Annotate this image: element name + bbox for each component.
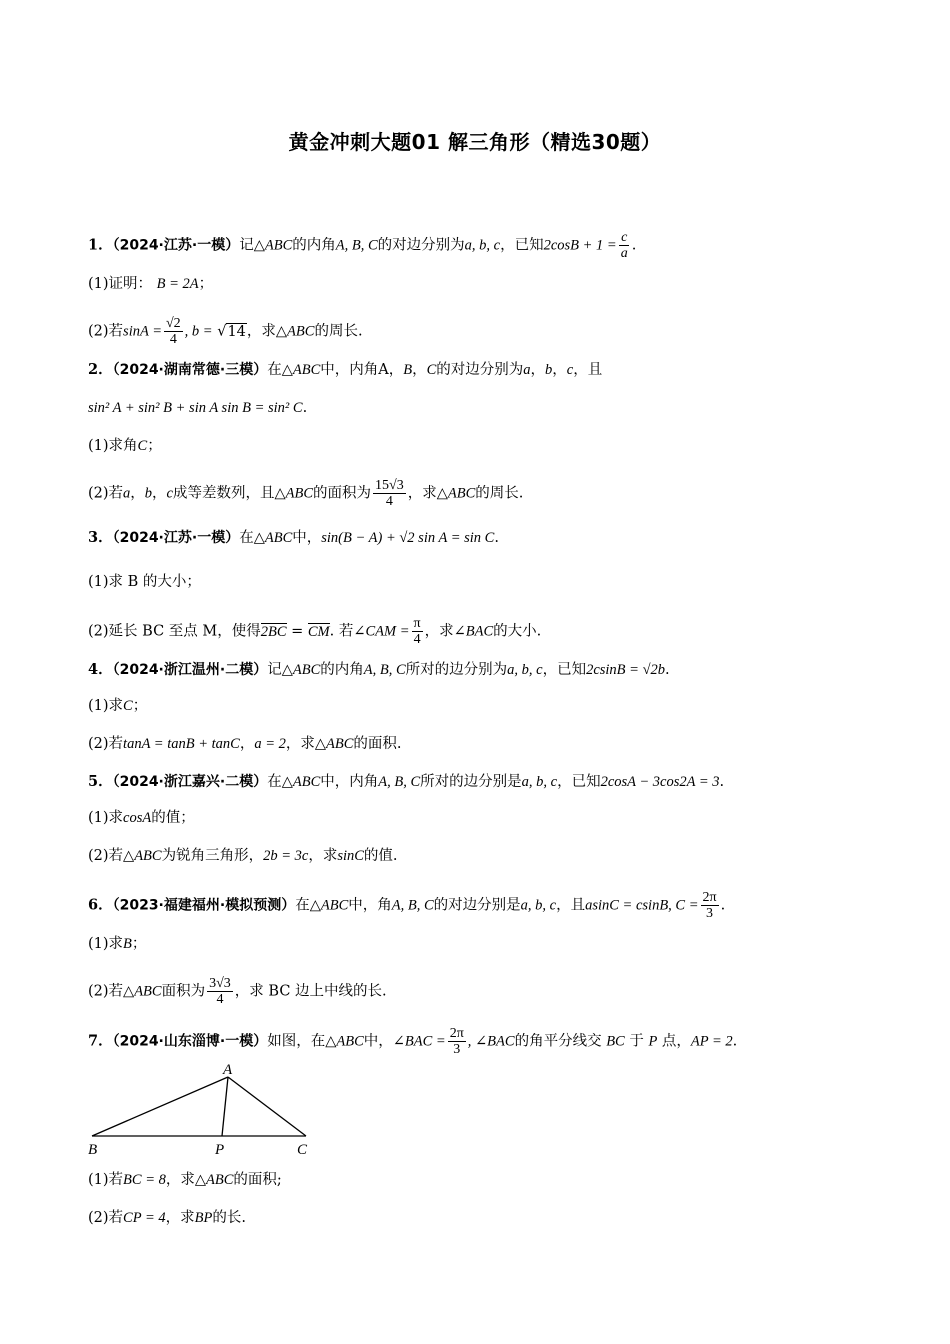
question-2-part-1: (1)求角C； (88, 438, 162, 454)
question-source: （2024·浙江嘉兴·二模） (112, 774, 268, 790)
fraction: $\frac{√2}{4}$ (165, 316, 181, 347)
question-number: 2． (88, 361, 113, 378)
question-2-part-2: (2)若a，b，c成等差数列，且△ABC的面积为 $\frac{15√3}{4}$ ，求△ABC的周长. (88, 478, 524, 509)
fraction: $\frac{3√3}{4}$ (209, 976, 231, 1007)
question-6-part-1: (1)求B； (88, 936, 147, 952)
label-a: A (223, 1062, 233, 1078)
question-5-part-2: (2)若△ABC为锐角三角形，2b = 3c，求sinC的值. (88, 848, 398, 864)
question-6-part-2: (2)若△ABC面积为 $\frac{3√3}{4}$ ，求 BC 边上中线的长. (88, 976, 387, 1007)
question-number: 3． (88, 529, 113, 546)
question-number: 7． (88, 1032, 113, 1050)
label-c: C (297, 1142, 308, 1158)
page-title: 黄金冲刺大题01 解三角形（精选30题） (288, 130, 662, 154)
fraction: $\frac{2\pi}{3}$ (449, 1026, 464, 1057)
question-3-part-1: (1)求 B 的大小； (88, 574, 201, 590)
question-number: 4． (88, 661, 113, 678)
question-4-part-2: (2)若tanA = tanB + tanC，a = 2，求△ABC的面积. (88, 736, 402, 752)
fraction: $\frac{c}{a}$ (620, 230, 628, 261)
triangle-figure (84, 1062, 324, 1162)
math: a, b, c (464, 237, 501, 254)
fraction: $\frac{\pi}{4}$ (413, 616, 421, 647)
question-source: （2024·山东淄博·一模） (112, 1033, 268, 1050)
question-source: （2024·湖南常德·三模） (112, 362, 268, 378)
label-b: B (88, 1142, 98, 1158)
question-1-part-2: (2)若sinA = $\frac{√2}{4}$ , b = √14，求△ABC的周长. (88, 316, 363, 347)
bisector-ap (222, 1077, 228, 1136)
question-7-part-1: (1)若BC = 8，求△ABC的面积; (88, 1172, 282, 1188)
math: 2cosB + 1 = (543, 237, 617, 254)
question-4-part-1: (1)求C； (88, 698, 148, 714)
question-7-part-2: (2)若CP = 4，求BP的长. (88, 1210, 246, 1226)
question-3-stem: 3．（2024·江苏·一模）在△ABC中，sin(B − A) + √2 sin A = sin C. (88, 529, 499, 546)
question-5-part-1: (1)求cosA的值； (88, 810, 195, 826)
math: △ABC (253, 237, 293, 254)
vector: 2BC (260, 623, 287, 640)
question-4-stem: 4．（2024·浙江温州·二模）记△ABC的内角A, B, C所对的边分别为a, b, c，已知2csinB = √2b. (88, 661, 670, 678)
question-1-part-1: (1)证明： B = 2A； (88, 276, 214, 292)
question-2-equation: sin² A + sin² B + sin A sin B = sin² C. (88, 400, 308, 416)
fraction: $\frac{2\pi}{3}$ (702, 890, 717, 921)
side-ab (92, 1077, 228, 1136)
question-source: （2023·福建福州·模拟预测） (112, 897, 296, 914)
text: 的内角 (292, 237, 336, 254)
text: 记 (239, 237, 254, 254)
text: 的对边分别为 (377, 237, 465, 254)
question-3-part-2: (2)延长 BC 至点 M，使得2BC = CM. 若∠CAM = $\frac{\pi}{4}$ ，求∠BAC的大小. (88, 616, 542, 647)
question-number: 6． (88, 896, 113, 914)
question-number: 5． (88, 773, 113, 790)
math: A, B, C (335, 237, 378, 254)
question-source: （2024·江苏·一模） (112, 237, 240, 254)
fraction: $\frac{15√3}{4}$ (375, 478, 404, 509)
side-ac (228, 1077, 306, 1136)
vector: CM (307, 623, 330, 640)
question-source: （2024·浙江温州·二模） (112, 662, 268, 678)
question-6-stem: 6．（2023·福建福州·模拟预测）在△ABC中，角A, B, C的对边分别是a, b, c，且asinC = csinB, C = $\frac{2\pi}{3}$ . (88, 890, 726, 921)
question-1-stem: 1．（2024·江苏·一模）记△ABC的内角A, B, C的对边分别为a, b, c，已知2cosB + 1 = $\frac{c}{a}$ . (88, 230, 637, 261)
text: ，已知 (500, 237, 544, 254)
question-source: （2024·江苏·一模） (112, 530, 240, 546)
question-2-stem: 2．（2024·湖南常德·三模）在△ABC中，内角A，B，C的对边分别为a，b，c，且 (88, 361, 603, 378)
question-5-stem: 5．（2024·浙江嘉兴·二模）在△ABC中，内角A, B, C所对的边分别是a, b, c，已知2cosA − 3cos2A = 3. (88, 773, 725, 790)
label-p: P (215, 1142, 225, 1158)
question-number: 1． (88, 236, 113, 254)
question-7-stem: 7．（2024·山东淄博·一模）如图，在△ABC中，∠BAC = $\frac{2\pi}{3}$ , ∠BAC的角平分线交 BC 于 P 点，AP = 2. (88, 1026, 738, 1057)
